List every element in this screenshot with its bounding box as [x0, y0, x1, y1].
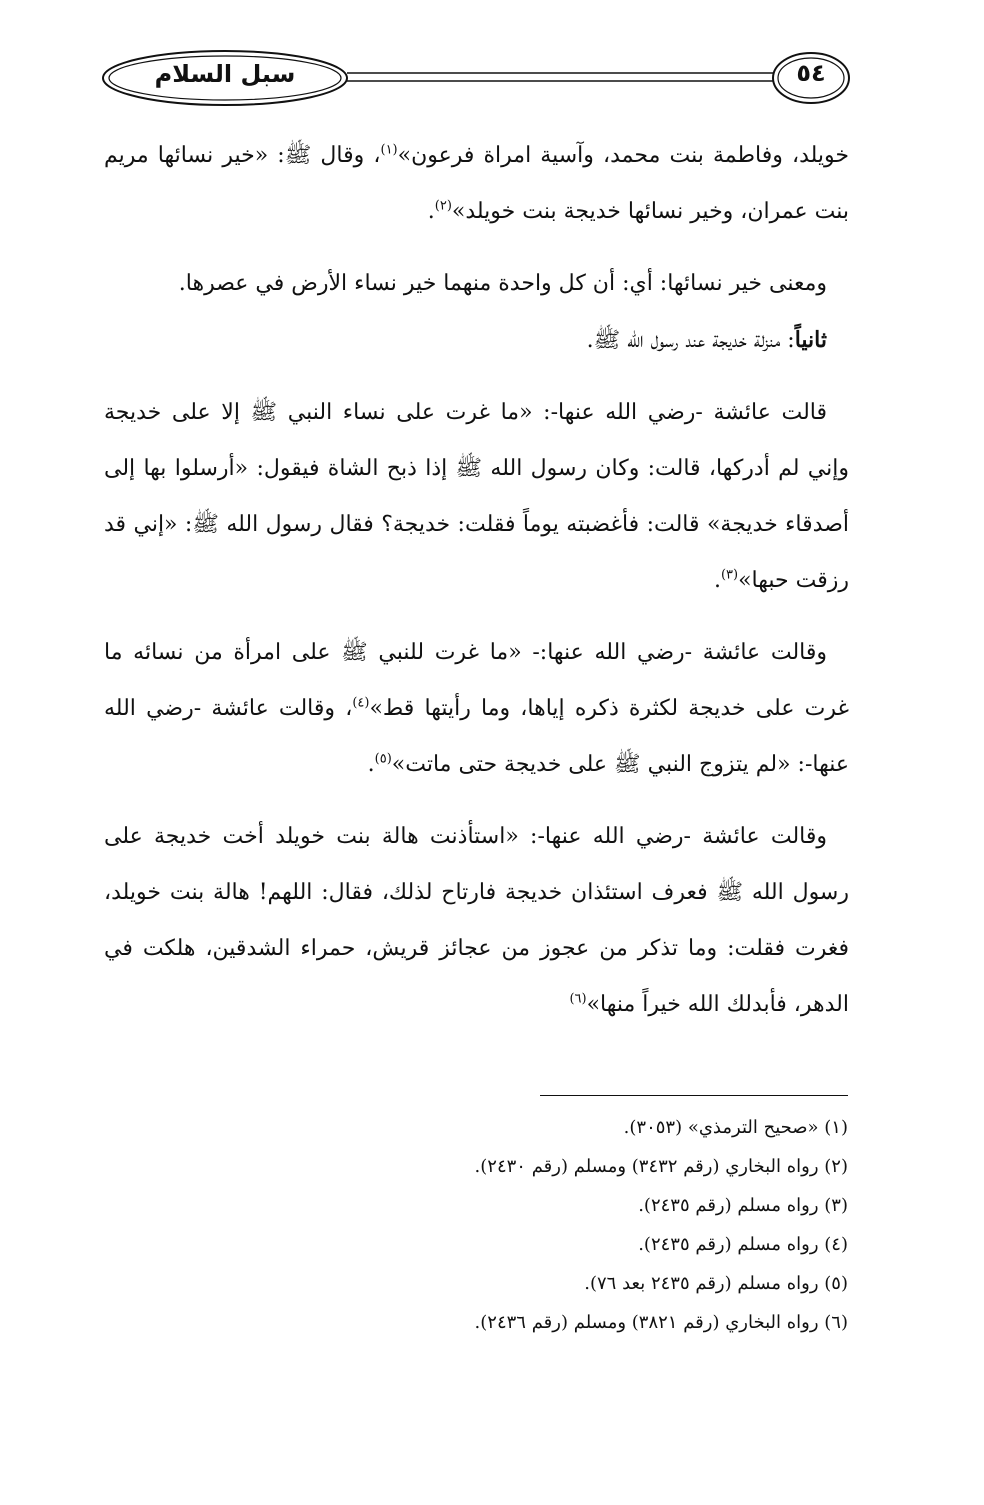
paragraph-4: وقالت عائشة -رضي الله عنها:- «ما غرت للنبي ﷺ على امرأة من نسائه ما غرت على خديجة لكثرة ذكره إياها، وما رأيتها قط»$^{(٤)}$، وقالت عائشة -رضي الله عنها-: «لم يتزوج النبي ﷺ على خديجة حتى ماتت»$^{(٥)}$. [104, 640, 849, 777]
footnote-ref-6: (٦) [569, 991, 587, 1007]
footnote-ref-3: (٣) [720, 567, 739, 583]
paragraph-3: قالت عائشة -رضي الله عنها-: «ما غرت على نساء النبي ﷺ إلا على خديجة وإني لم أدركها، قالت: وكان رسول الله ﷺ إذا ذبح الشاة فيقول: «أرسلوا بها إلى أصدقاء خديجة» قالت: فأغضبته يوماً فقلت: خديجة؟ فقال رسول الله ﷺ: «إني قد رزقت حبها»$^{(٣)}$. [104, 400, 849, 593]
footnote-ref-5: (٥) [374, 751, 392, 767]
footnotes [300, 1108, 848, 1342]
footnote-6: (٦) رواه البخاري (رقم ٣٨٢١) ومسلم (رقم ٢٤٣٦). [474, 1312, 848, 1333]
footnote-ref-2: (٢) [434, 198, 452, 214]
footnote-3: (٣) رواه مسلم (رقم ٢٤٣٥). [638, 1195, 848, 1216]
footnote-2: (٢) رواه البخاري (رقم ٣٤٣٢) ومسلم (رقم ٢٤٣٠). [474, 1156, 848, 1177]
footnote-ref-4: (٤) [352, 695, 370, 711]
footnote-separator [540, 1095, 848, 1096]
running-title: سبل السلام [154, 60, 296, 88]
footnote-5: (٥) رواه مسلم (رقم ٢٤٣٥ بعد ٧٦). [584, 1273, 848, 1294]
section-heading: ثانياً: منزلة خديجة عند رسول الله ﷺ. [586, 327, 827, 353]
page-number: ٥٤ [796, 59, 826, 87]
paragraph-1: خويلد، وفاطمة بنت محمد، وآسية امراة فرعون»$^{(١)}$، وقال ﷺ: «خير نسائها مريم بنت عمران، وخير نسائها خديجة بنت خويلد»$^{(٢)}$. [104, 142, 850, 224]
paragraph-2: ومعنى خير نسائها: أي: أن كل واحدة منهما خير نساء الأرض في عصرها. [178, 271, 827, 296]
footnote-1: (١) «صحيح الترمذي» (٣٠٥٣). [623, 1117, 848, 1138]
main-text [104, 128, 849, 1049]
page-header [100, 48, 852, 108]
footnote-ref-1: (١) [380, 142, 398, 158]
heading-label: ثانياً [794, 327, 827, 353]
paragraph-5: وقالت عائشة -رضي الله عنها-: «استأذنت هالة بنت خويلد أخت خديجة على رسول الله ﷺ فعرف استئذان خديجة فارتاح لذلك، فقال: اللهم! هالة بنت خويلد، فغرت فقلت: وما تذكر من عجوز من عجائز قريش، حمراء الشدقين، هلكت في الدهر، فأبدلك الله خيراً منها»$^{(٦)}$ [104, 824, 849, 1017]
footnote-4: (٤) رواه مسلم (رقم ٢٤٣٥). [638, 1234, 848, 1255]
